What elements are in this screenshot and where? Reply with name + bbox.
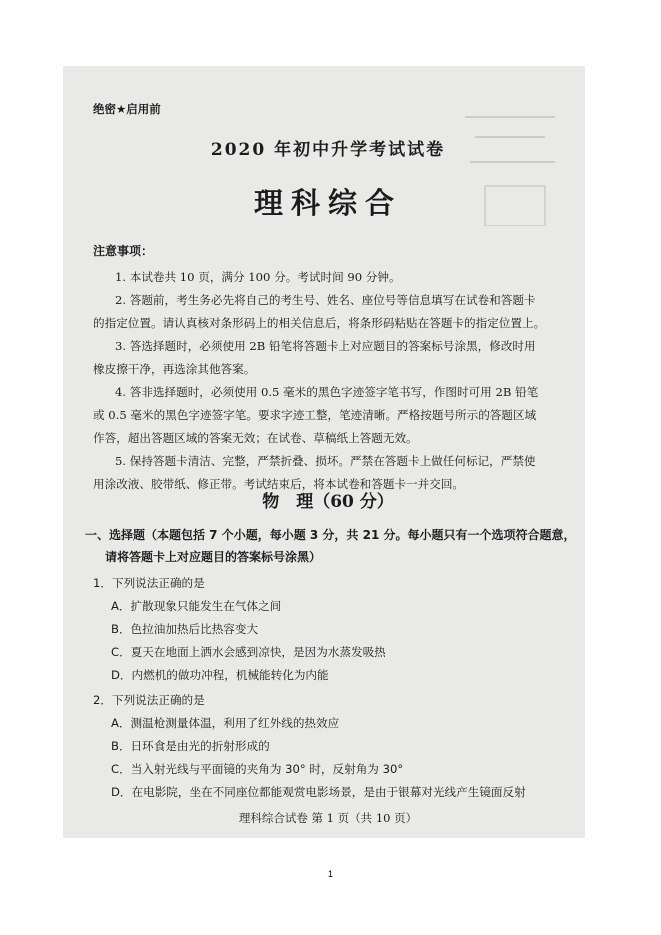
exam-title: 2020 年初中升学考试试卷 [210,140,446,160]
notice-line: 3. 答选择题时，必须使用 2B 铅笔将答题卡上对应题目的答案标号涂黑，修改时用 [115,339,536,353]
question-1-option-b: B．色拉油加热后比热容变大 [111,622,259,636]
notice-line: 作答，超出答题区域的答案无效；在试卷、草稿纸上答题无效。 [93,431,418,445]
notice-line: 1. 本试卷共 10 页，满分 100 分。考试时间 90 分钟。 [115,270,401,284]
notice-line: 橡皮擦干净，再选涂其他答案。 [93,362,256,376]
notice-line: 或 0.5 毫米的黑色字迹签字笔。要求字迹工整，笔迹清晰。严格按题号所示的答题区域 [93,408,537,422]
question-1-option-d: D．内燃机的做功冲程，机械能转化为内能 [111,668,329,682]
notice-heading: 注意事项： [93,244,154,258]
notice-item-2 [93,289,563,335]
question-1-option-a: A．扩散现象只能发生在气体之间 [111,599,282,613]
notice-line: 5. 保持答题卡清洁、完整，严禁折叠、损坏。严禁在答题卡上做任何标记，严禁使 [115,454,536,468]
exam-sheet [85,66,576,838]
notice-line: 的指定位置。请认真核对条形码上的相关信息后，将条形码粘贴在答题卡的指定位置上。 [93,316,546,330]
notice-item-3 [93,335,563,381]
question-1-stem: 1．下列说法正确的是 [93,576,205,590]
question-2-option-d: D．在电影院，坐在不同座位都能观赏电影场景，是由于银幕对光线产生镜面反射 [111,785,526,799]
notice-item-4 [93,381,563,450]
section-heading: 一、选择题（本题包括 7 个小题，每小题 3 分，共 21 分。每小题只有一个选项符合题意， [85,528,576,542]
question-2-option-c: C．当入射光线与平面镜的夹角为 30° 时，反射角为 30° [111,762,404,776]
notice-item-1 [93,266,563,289]
notice-line: 4. 答非选择题时，必须使用 0.5 毫米的黑色字迹签字笔书写，作图时可用 2B 铅笔 [115,385,539,399]
question-2-option-a: A．测温枪测量体温，利用了红外线的热效应 [111,716,340,730]
secret-label: 绝密★启用前 [93,102,161,116]
section-heading-continued: 请将答题卡上对应题目的答案标号涂黑） [105,550,322,564]
question-2-stem: 2．下列说法正确的是 [93,693,205,707]
physics-heading: 物 理（60 分） [262,492,394,512]
page-number: 1 [327,869,333,879]
scanned-page-photo [63,66,585,838]
question-2-option-b: B．日环食是由光的折射形成的 [111,739,270,753]
notice-line: 2. 答题前，考生务必先将自己的考生号、姓名、座位号等信息填写在试卷和答题卡 [115,293,536,307]
page-footer: 理科综合试卷 第 1 页（共 10 页） [238,811,418,825]
notice-line: 用涂改液、胶带纸、修正带。考试结束后，将本试卷和答题卡一并交回。 [93,477,465,491]
subject-title: 理科综合 [253,186,402,220]
notice-item-5 [93,450,563,496]
question-1-option-c: C．夏天在地面上洒水会感到凉快，是因为水蒸发吸热 [111,645,386,659]
